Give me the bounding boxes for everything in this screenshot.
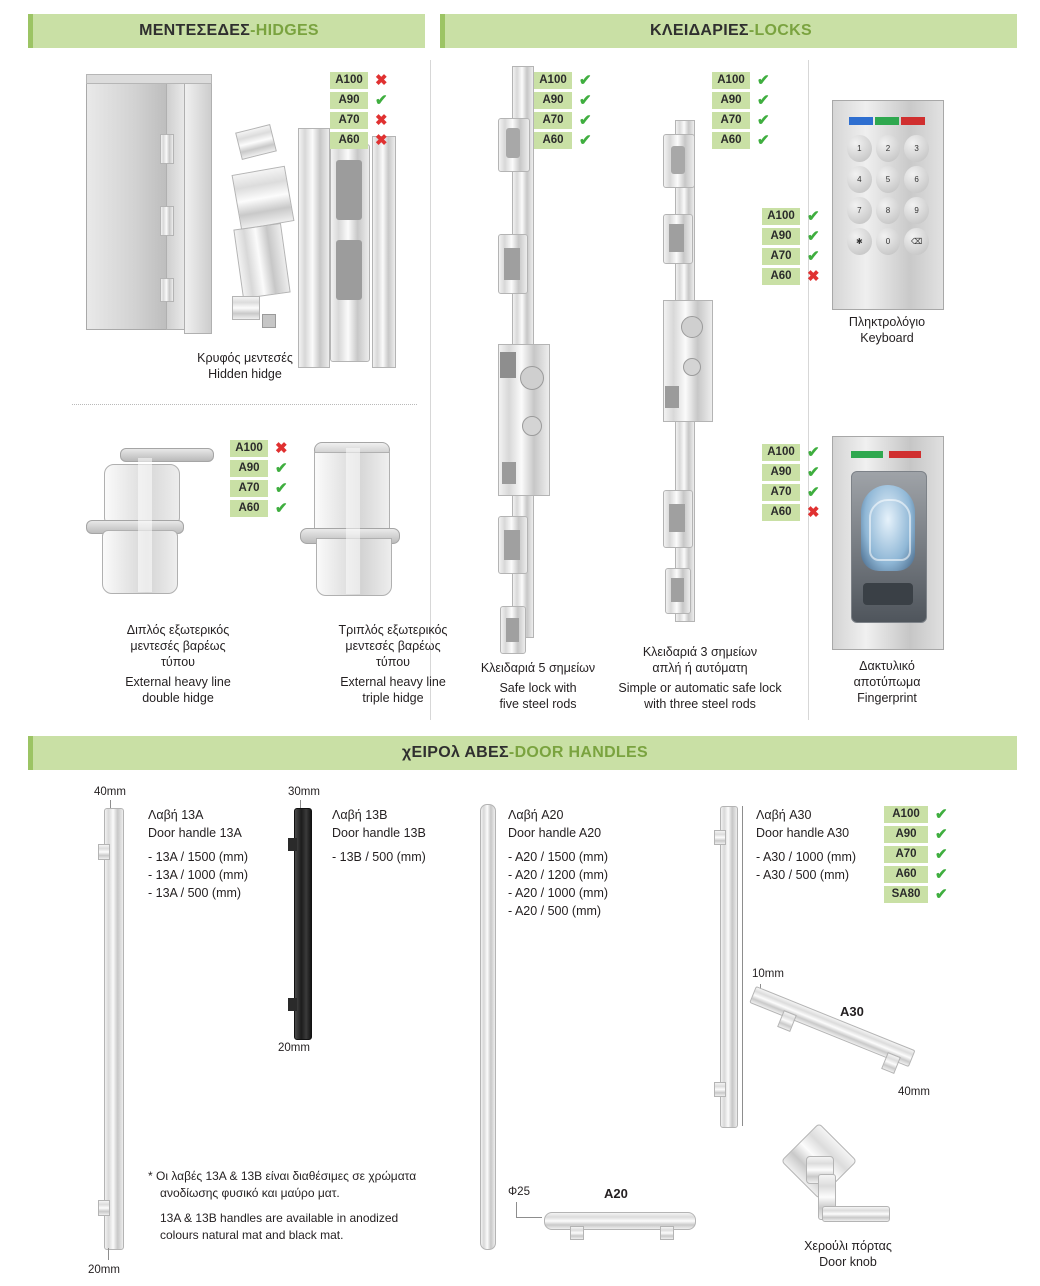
rating-code: A100 [230,440,268,457]
rating-mark: ✔ [579,132,592,149]
rating-code: A60 [762,504,800,521]
handle-13a-illustration [98,808,138,1248]
a30-detail-dim-top: 10mm [752,968,784,980]
locks-title-en: LOCKS [754,22,812,39]
key[interactable]: 3 [904,135,929,162]
variant: - 13B / 500 (mm) [332,850,426,864]
rating-mark: ✔ [275,460,288,477]
caption-en-line1: Simple or automatic safe lock [618,681,782,695]
rating-code: A90 [330,92,368,109]
rating-mark: ✔ [807,464,820,481]
three-point-lock-illustration [655,120,735,620]
variant: - A20 / 1200 (mm) [508,868,609,882]
rating-mark: ✔ [757,72,770,89]
footnote-el-line2: ανοδίωσης φυσικό και μαύρο ματ. [160,1186,340,1200]
caption-en-line2: with three steel rods [644,697,756,711]
rating-mark: ✔ [807,248,820,265]
rating-code: A90 [762,228,800,245]
caption-el-line1: Διπλός εξωτερικός [126,623,230,637]
rating-row [230,500,288,517]
rating-mark: ✔ [807,444,820,461]
external-hinge-ratings [230,440,288,517]
five-point-lock-illustration [490,66,570,636]
caption-el: Κλειδαριά 5 σημείων [480,661,596,675]
caption-en: Door knob [819,1255,877,1269]
key[interactable]: ✱ [847,228,872,255]
rating-code: A70 [534,112,572,129]
variant: - A20 / 1500 (mm) [508,850,609,864]
a30-detail-illustration [756,986,936,1082]
fingerprint-ratings [762,444,820,521]
key[interactable]: ⌫ [904,228,929,255]
caption-el-line1: Κλειδαριά 3 σημείων [642,645,758,659]
rating-code: A60 [230,500,268,517]
rating-code: A60 [762,268,800,285]
key[interactable]: 0 [876,228,901,255]
rating-code: A60 [712,132,750,149]
handles-footnote [148,1168,478,1244]
variant: - A30 / 500 (mm) [756,868,850,882]
rating-mark: ✔ [375,92,388,109]
caption-en-line1: External heavy line [125,675,231,689]
rating-code: A90 [230,460,268,477]
rating-row [330,112,388,129]
rating-code: A90 [884,826,928,843]
door-knob-caption [768,1238,928,1270]
a20-detail-tag: A20 [604,1186,628,1201]
triple-hinge-illustration [300,442,470,612]
rating-code: A90 [712,92,750,109]
caption-el-line1: Δακτυλικό [859,659,915,673]
caption-el-line2: απλή ή αυτόματη [652,661,748,675]
title-el: Λαβή A20 [508,808,564,822]
caption-en: Fingerprint [857,691,917,705]
rating-row [884,846,948,863]
caption-el-line3: τύπου [375,655,410,669]
rating-row [330,72,388,89]
a20-detail-illustration [544,1206,694,1234]
footnote-el-line1: * Οι λαβές 13A & 13B είναι διαθέσιμες σε χρώματα [148,1169,417,1183]
rating-mark: ✔ [807,484,820,501]
rating-code: A100 [534,72,572,89]
rating-code: A70 [230,480,268,497]
caption-el-line2: μεντεσές βαρέως [130,639,226,653]
rating-mark: ✖ [807,268,820,285]
rating-row [884,866,948,883]
variant: - 13A / 1000 (mm) [148,868,249,882]
hinges-title-el: ΜΕΝΤΕΣΕΔΕΣ [139,22,251,39]
hidden-hinge-caption [120,350,370,382]
rating-code: A90 [534,92,572,109]
rating-row [884,806,948,823]
variant: - A20 / 500 (mm) [508,904,602,918]
key[interactable]: 5 [876,166,901,193]
rating-mark: ✔ [935,826,948,843]
dim-leader [108,1248,109,1260]
caption-en-line2: triple hidge [362,691,424,705]
key[interactable]: 7 [847,197,872,224]
variant: - 13A / 500 (mm) [148,886,242,900]
rating-code: A60 [534,132,572,149]
title-el: Λαβή A30 [756,808,812,822]
handle-13b-bottom-dim: 20mm [278,1042,310,1054]
rating-code: A60 [884,866,928,883]
a30-detail-dim-bottom: 40mm [898,1086,930,1098]
rating-mark: ✖ [375,132,388,149]
handle-13a-top-dim: 40mm [94,786,126,798]
rating-mark: ✔ [757,132,770,149]
variant: - 13A / 1500 (mm) [148,850,249,864]
rating-mark: ✔ [757,112,770,129]
rating-row [230,480,288,497]
rating-row [762,464,820,481]
section-header-handles [28,736,1017,770]
section-header-hinges [28,14,425,48]
rating-mark: ✔ [935,846,948,863]
rating-mark: ✔ [757,92,770,109]
rating-code: A100 [884,806,928,823]
footnote-en-line2: colours natural mat and black mat. [160,1228,344,1242]
rating-row [712,92,770,109]
rating-row [330,132,388,149]
rating-row [230,460,288,477]
key[interactable]: 2 [876,135,901,162]
rating-mark: ✔ [579,92,592,109]
handle-13b-text [332,806,482,866]
handle-a30-ratings [884,806,948,903]
rating-row [330,92,388,109]
rating-row [762,484,820,501]
caption-el-line2: αποτύπωμα [853,675,921,689]
variant: - A30 / 1000 (mm) [756,850,857,864]
rating-code: A70 [712,112,750,129]
handle-13a-bottom-dim: 20mm [88,1264,120,1276]
caption-el: Πληκτρολόγιο [848,315,926,329]
rating-code: A70 [762,248,800,265]
rating-mark: ✔ [275,500,288,517]
rating-code: SA80 [884,886,928,903]
handle-13b-illustration [288,808,324,1038]
rating-row [762,268,820,285]
keypad-illustration [832,100,944,310]
rating-mark: ✔ [579,72,592,89]
caption-el-line1: Τριπλός εξωτερικός [338,623,448,637]
fingerprint-caption [812,658,962,706]
key[interactable]: 4 [847,166,872,193]
caption-el-line2: μεντεσές βαρέως [345,639,441,653]
caption-en: Hidden hidge [208,367,282,381]
key[interactable]: 9 [904,197,929,224]
caption-en-line1: External heavy line [340,675,446,689]
dim-leader [516,1217,542,1218]
title-en: Door handle 13B [332,826,426,840]
handle-a20-text [508,806,678,920]
rating-row [884,826,948,843]
caption-el-line3: τύπου [160,655,195,669]
rating-mark: ✔ [275,480,288,497]
title-el: Λαβή 13B [332,808,388,822]
handle-13b-top-dim: 30mm [288,786,320,798]
handles-title-dash: - [508,744,515,761]
rating-code: A100 [712,72,750,89]
keypad-keys[interactable] [847,135,929,255]
rating-row [762,248,820,265]
variant: - A20 / 1000 (mm) [508,886,609,900]
rating-code: A90 [762,464,800,481]
hinges-title-en: HIDGES [255,22,319,39]
handle-a30-illustration [714,806,744,1126]
locks-inner-divider [808,60,809,720]
rating-code: A70 [330,112,368,129]
footnote-en-line1: 13A & 13B handles are available in anodized [160,1211,399,1225]
hinges-inner-divider [72,404,417,405]
key[interactable]: 6 [904,166,929,193]
rating-mark: ✖ [375,112,388,129]
rating-row [762,208,820,225]
caption-en-line1: Safe lock with [499,681,577,695]
a30-detail-tag: A30 [840,1004,864,1019]
dim-leader [516,1202,517,1218]
caption-el: Χερούλι πόρτας [804,1239,892,1253]
locks-title-el: ΚΛΕΙΔΑΡΙΕΣ [650,22,749,39]
rating-code: A70 [762,484,800,501]
key[interactable]: 1 [847,135,872,162]
title-en: Door handle A30 [756,826,850,840]
rating-mark: ✔ [935,886,948,903]
rating-code: A100 [330,72,368,89]
keyboard-caption [812,314,962,346]
a20-detail-dim: Φ25 [508,1186,530,1198]
handles-title-el: χΕΙΡΟλ ΑΒΕΣ [402,744,509,761]
key[interactable]: 8 [876,197,901,224]
rating-mark: ✖ [375,72,388,89]
locks-title-dash: - [748,22,755,39]
double-hinge-caption [78,622,278,706]
caption-en-line2: double hidge [142,691,214,705]
rating-mark: ✔ [807,228,820,245]
caption-en-line2: five steel rods [499,697,577,711]
rating-code: A60 [330,132,368,149]
hinges-title-dash: - [250,22,256,39]
keyboard-ratings [762,208,820,285]
a30-dim-line [742,806,743,1126]
rating-mark: ✔ [807,208,820,225]
rating-code: A100 [762,208,800,225]
caption-el: Κρυφός μεντεσές [197,351,293,365]
rating-mark: ✖ [807,504,820,521]
rating-mark: ✔ [935,866,948,883]
handles-title-en: DOOR HANDLES [514,744,648,761]
three-point-lock-caption [600,644,800,712]
rating-row [762,228,820,245]
rating-row [762,444,820,461]
door-knob-illustration [782,1134,892,1230]
rating-code: A70 [884,846,928,863]
rating-row [884,886,948,903]
title-el: Λαβή 13A [148,808,204,822]
rating-row [712,72,770,89]
title-en: Door handle A20 [508,826,602,840]
rating-code: A100 [762,444,800,461]
rating-mark: ✖ [275,440,288,457]
hidden-hinge-ratings [330,72,388,149]
fingerprint-illustration [832,436,944,650]
rating-mark: ✔ [935,806,948,823]
column-divider [430,60,431,720]
title-en: Door handle 13A [148,826,242,840]
section-header-locks [440,14,1017,48]
rating-row [230,440,288,457]
caption-en: Keyboard [860,331,914,345]
rating-row [762,504,820,521]
handle-13a-text [148,806,298,902]
rating-mark: ✔ [579,112,592,129]
